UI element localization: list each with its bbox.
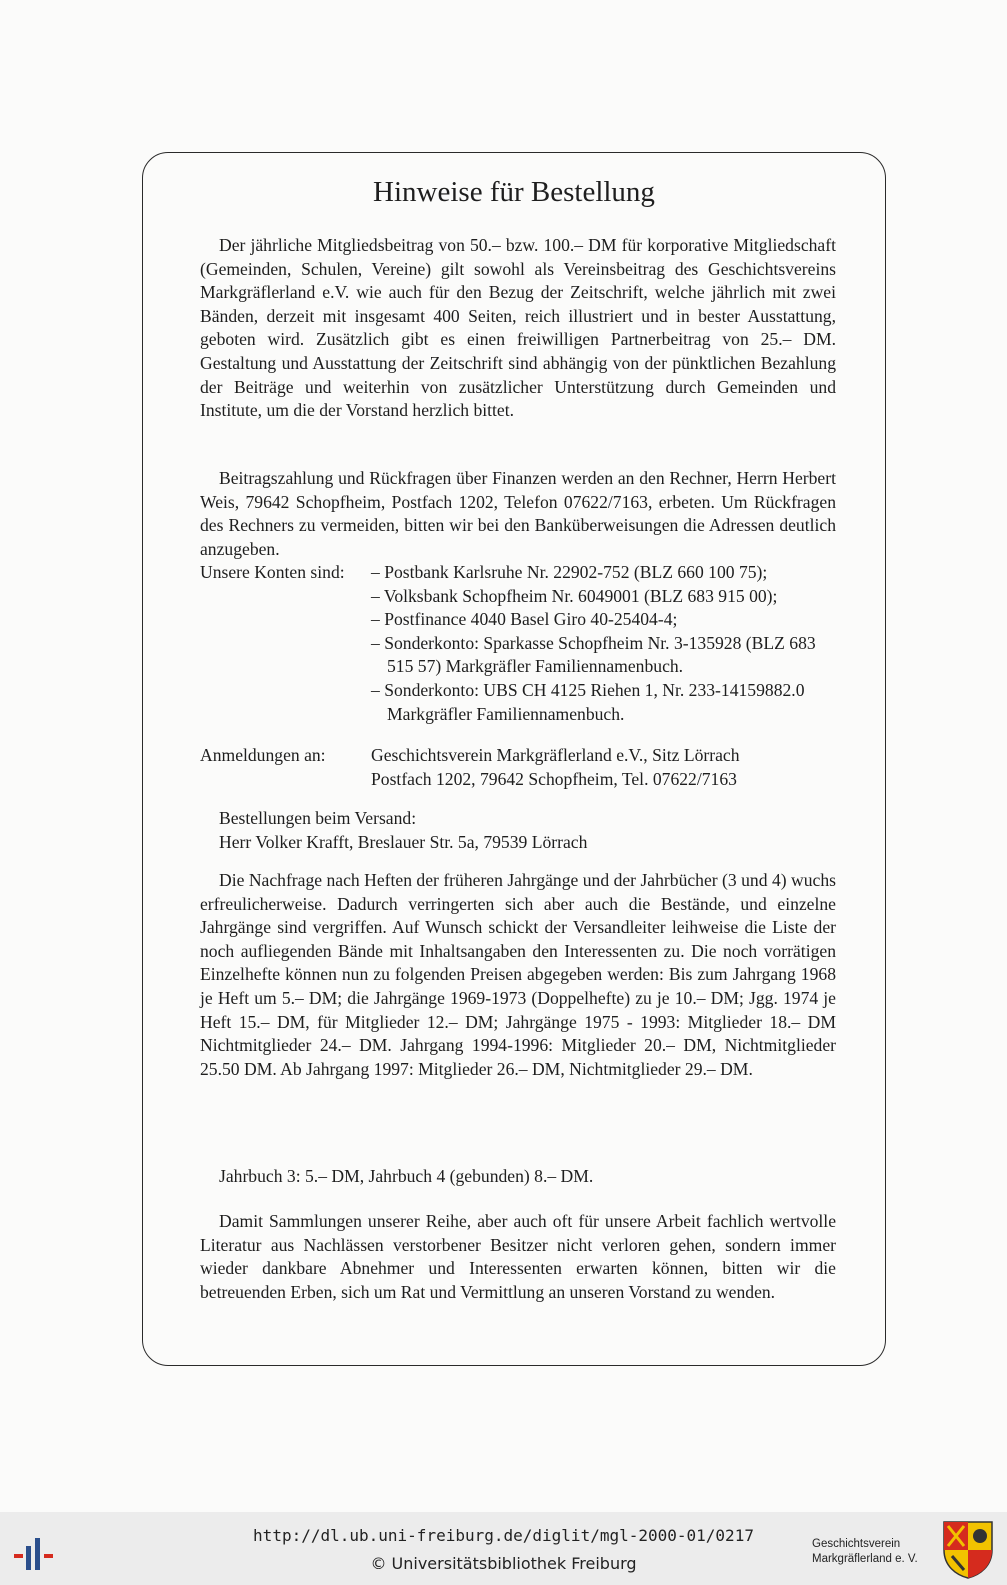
orders-heading: Bestellungen beim Versand:	[219, 808, 417, 828]
registration-label: Anmeldungen an:	[200, 745, 326, 765]
back-issues-text: Die Nachfrage nach Heften der früheren Jahrgänge und der Jahrbücher (3 und 4) wuchs erfreulicherweise. Dadurch verringerten sich aber auch die Bestände, und einzelne Jahrgänge sind vergriffen. Auf Wunsch schickt der Versandleiter leihweise die Liste der noch aufliegenden Bände mit Inhaltsangaben den Interessenten zu. Die noch vorrätigen Einzelhefte können nun zu folgenden Preisen abgegeben werden: Bis zum Jahrgang 1968 je Heft um 5.– DM; die Jahrgänge 1969-1973 (Doppelhefte) zu je 10.– DM; Jgg. 1974 je Heft 15.– DM, für Mitglieder 12.– DM; Jahrgänge 1975 - 1993: Mitglieder 18.– DM Nichtmitglieder 24.– DM. Jahrgang 1994-1996: Mitglieder 20.– DM, Nichtmitglieder 25.50 DM. Ab Jahrgang 1997: Mitglieder 26.– DM, Nichtmitglieder 29.– DM.	[200, 870, 836, 1079]
accounts-label: Unsere Konten sind:	[200, 562, 345, 582]
society-name	[812, 1537, 930, 1567]
account-item: – Postfinance 4040 Basel Giro 40-25404-4;	[371, 609, 678, 630]
collections-paragraph	[200, 1210, 836, 1304]
account-item: – Volksbank Schopfheim Nr. 6049001 (BLZ 683 915 00);	[371, 585, 778, 606]
payment-text: Beitragszahlung und Rückfragen über Finanzen werden an den Rechner, Herrn Herbert Weis, 79642 Schopfheim, Postfach 1202, Telefon 07622/7163, erbeten. Um Rückfragen des Rechners zu vermeiden, bitten wir bei den Banküberweisungen die Adressen deutlich anzugeben.	[200, 468, 836, 559]
orders-block	[219, 807, 839, 854]
page-title: Hinweise für Bestellung	[373, 176, 655, 208]
source-url[interactable]: http://dl.ub.uni-freiburg.de/diglit/mgl-2000-01/0217	[253, 1526, 754, 1545]
membership-text: Der jährliche Mitgliedsbeitrag von 50.– bzw. 100.– DM für korporative Mitgliedschaft (Gemeinden, Schulen, Vereine) gilt sowohl als Vereinsbeitrag des Geschichtsvereins Markgräflerland e.V. wie auch für den Bezug der Zeitschrift, welche jährlich mit zwei Bänden, derzeit mit insgesamt 400 Seiten, reich illustriert und in bester Ausstattung, geboten wird. Zusätzlich gibt es einen freiwilligen Partnerbeitrag von 25.– DM. Gestaltung und Ausstattung der Zeitschrift sind abhängig von der pünktlichen Bezahlung der Beiträge und weiterhin von zusätzlicher Unterstützung durch Gemeinden und Institute, um die der Vorstand herzlich bittet.	[200, 235, 836, 421]
account-item: – Sonderkonto: Sparkasse Schopfheim Nr. 3-135928 (BLZ 683 515 57) Markgräfler Familiennamenbuch.	[371, 632, 816, 677]
registration-line: Postfach 1202, 79642 Schopfheim, Tel. 07622/7163	[371, 768, 737, 789]
account-item: – Sonderkonto: UBS CH 4125 Riehen 1, Nr. 233-14159882.0 Markgräfler Familiennamenbuch.	[371, 679, 805, 724]
coat-of-arms-icon	[942, 1520, 994, 1580]
collections-text: Damit Sammlungen unserer Reihe, aber auch oft für unsere Arbeit fachlich wertvolle Literatur aus Nachlässen verstorbener Besitzer nicht verloren gehen, sondern immer wieder dankbare Abnehmer und Interessenten erwarten können, bitten wir die betreuenden Erben, sich um Rat und Vermittlung an unseren Vorstand zu wenden.	[200, 1211, 836, 1302]
registration-address	[371, 744, 841, 791]
society-line: Geschichtsverein	[812, 1538, 901, 1550]
footer-bar	[0, 1512, 1007, 1585]
registration-line: Geschichtsverein Markgräflerland e.V., Sitz Lörrach	[371, 745, 740, 765]
back-issues-paragraph	[200, 869, 836, 1081]
yearbook-prices: Jahrbuch 3: 5.– DM, Jahrbuch 4 (gebunden) 8.– DM.	[219, 1166, 594, 1186]
copyright-notice: © Universitätsbibliothek Freiburg	[370, 1554, 637, 1573]
orders-address: Herr Volker Krafft, Breslauer Str. 5a, 79539 Lörrach	[219, 831, 588, 852]
society-line: Markgräflerland e. V.	[812, 1553, 918, 1565]
accounts-list	[371, 561, 841, 726]
account-item: – Postbank Karlsruhe Nr. 22902-752 (BLZ 660 100 75);	[371, 562, 768, 582]
payment-paragraph	[200, 467, 836, 561]
membership-paragraph	[200, 234, 836, 423]
